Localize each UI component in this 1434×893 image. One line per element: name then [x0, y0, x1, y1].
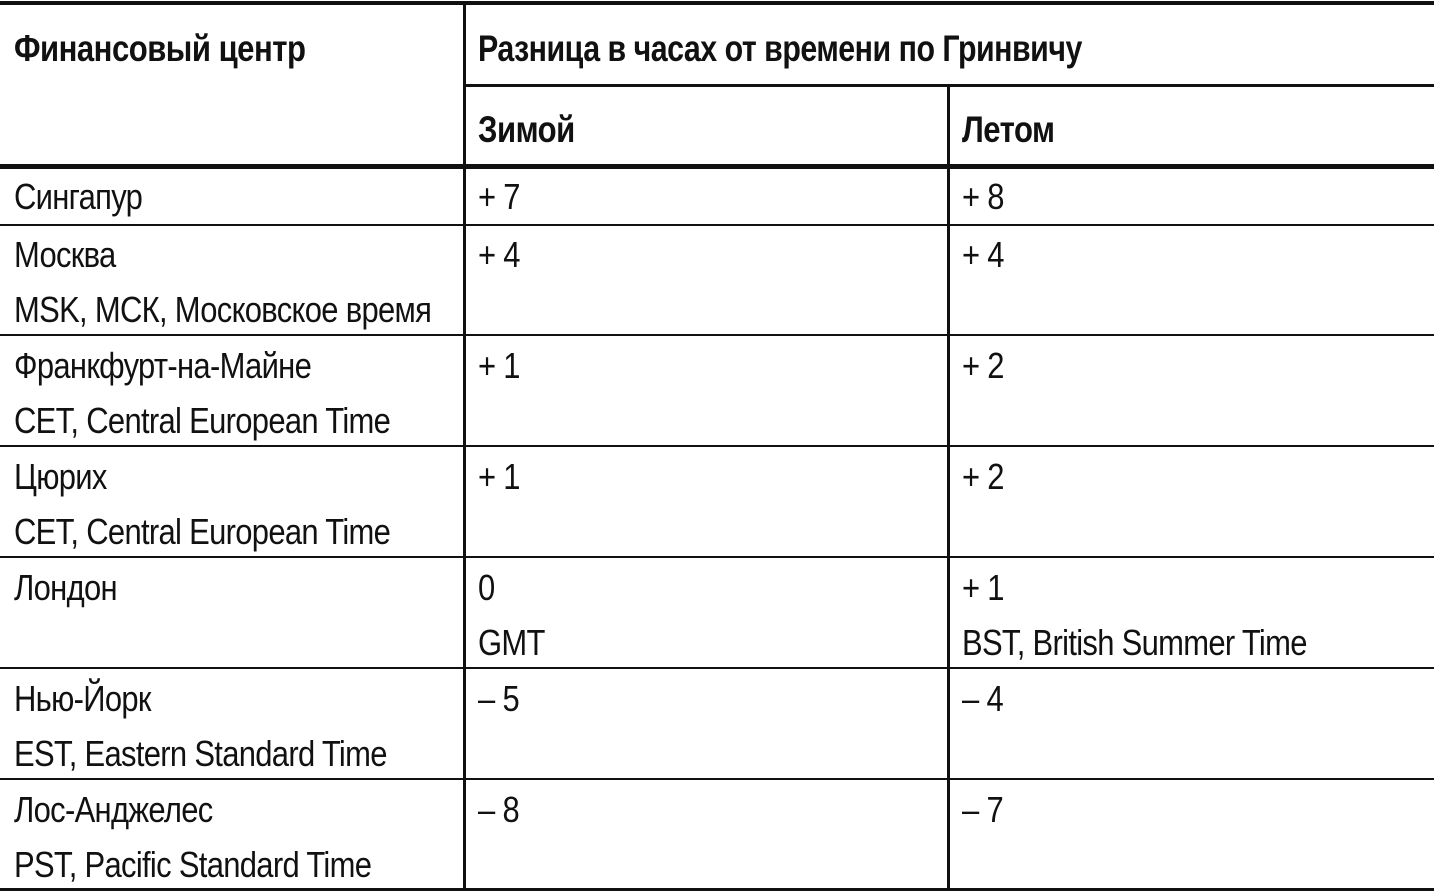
city-name: Лондон — [14, 567, 117, 608]
winter-offset: – 5 — [478, 678, 519, 719]
header-summer: Летом — [962, 109, 1055, 150]
timezone-name: PST, Pacific Standard Time — [14, 844, 372, 885]
winter-offset-cell — [478, 782, 943, 837]
winter-offset-cell — [478, 169, 943, 224]
summer-offset: + 1 — [962, 567, 1004, 608]
winter-offset-cell — [478, 671, 943, 726]
winter-offset-cell — [478, 560, 943, 670]
winter-offset-cell — [478, 227, 943, 282]
column-divider — [947, 86, 950, 891]
summer-offset: – 7 — [962, 789, 1003, 830]
timezone-name: CET, Central European Time — [14, 511, 391, 552]
timezone-name: EST, Eastern Standard Time — [14, 733, 387, 774]
table-row — [14, 227, 459, 337]
timezone-name: MSK, МСК, Московское время — [14, 289, 432, 330]
table-row — [14, 671, 459, 781]
row-divider — [0, 224, 1434, 226]
table-row — [14, 560, 459, 615]
winter-offset: + 4 — [478, 234, 520, 275]
winter-offset: + 1 — [478, 456, 520, 497]
timezone-name: CET, Central European Time — [14, 400, 391, 441]
summer-offset-cell — [962, 671, 1427, 726]
summer-offset-cell — [962, 782, 1427, 837]
table-row — [14, 782, 459, 892]
table-row — [14, 449, 459, 559]
column-divider — [463, 3, 466, 891]
summer-offset-cell — [962, 169, 1427, 224]
summer-offset-cell — [962, 227, 1427, 282]
summer-offset: + 8 — [962, 176, 1004, 217]
winter-offset: – 8 — [478, 789, 519, 830]
header-winter: Зимой — [478, 109, 575, 150]
city-name: Лос-Анджелес — [14, 789, 213, 830]
header-gmt-difference: Разница в часах от времени по Гринвичу — [478, 28, 1082, 69]
winter-offset-cell — [478, 338, 943, 393]
city-name: Сингапур — [14, 176, 143, 217]
winter-offset-cell — [478, 449, 943, 504]
city-name: Москва — [14, 234, 116, 275]
header-financial-center: Финансовый центр — [14, 28, 306, 69]
summer-offset: – 4 — [962, 678, 1003, 719]
winter-offset: 0 — [478, 567, 495, 608]
city-name: Цюрих — [14, 456, 107, 497]
summer-offset: + 2 — [962, 456, 1004, 497]
summer-offset: + 4 — [962, 234, 1004, 275]
summer-note: BST, British Summer Time — [962, 622, 1307, 663]
winter-offset: + 1 — [478, 345, 520, 386]
table-top-rule — [0, 1, 1434, 5]
city-name: Нью-Йорк — [14, 678, 151, 719]
winter-offset: + 7 — [478, 176, 520, 217]
summer-offset-cell — [962, 560, 1427, 670]
summer-offset: + 2 — [962, 345, 1004, 386]
winter-note: GMT — [478, 622, 545, 663]
city-name: Франкфурт-на-Майне — [14, 345, 312, 386]
table-row — [14, 169, 459, 224]
table-row — [14, 338, 459, 448]
summer-offset-cell — [962, 449, 1427, 504]
summer-offset-cell — [962, 338, 1427, 393]
